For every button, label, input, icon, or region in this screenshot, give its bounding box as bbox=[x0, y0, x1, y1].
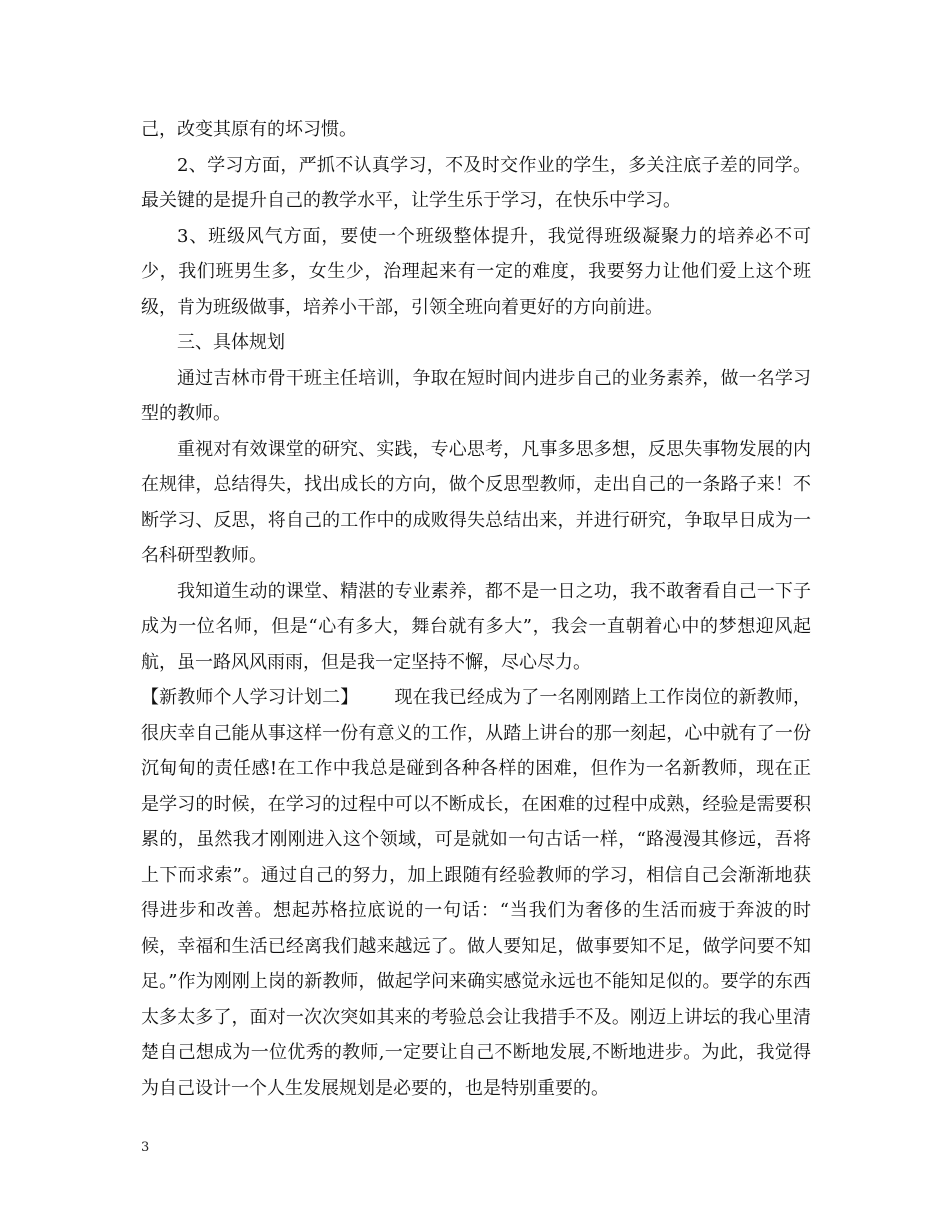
section-body-plan-two: 现在我已经成为了一名刚刚踏上工作岗位的新教师，很庆幸自己能从事这样一份有意义的工作，从踏上讲台的那一刻起，心中就有了一份沉甸甸的责任感!在工作中我总是碰到各种各样的困难，但作为一名新教师，现在正是学习的时候，在学习的过程中可以不断成长，在困难的过程中成熟，经验是需要积累的，虽然我才刚刚进入这个领域，可是就如一句古话一样，“路漫漫其修远，吾将上下而求索”。通过自己的努力，加上跟随有经验教师的学习，相信自己会渐渐地获得进步和改善。想起苏格拉底说的一句话：“当我们为奢侈的生活而疲于奔波的时候，幸福和生活已经离我们越来越远了。做人要知足，做事要知不足，做学问要不知足。”作为刚刚上岗的新教师，做起学问来确实感觉永远也不能知足似的。要学的东西太多太多了，面对一次次突如其来的考验总会让我措手不及。刚迈上讲坛的我心里清楚自己想成为一位优秀的教师,一定要让自己不断地发展,不断地进步。为此，我觉得为自己设计一个人生发展规划是必要的，也是特别重要的。 bbox=[141, 687, 812, 1099]
paragraph-habit-change: 己，改变其原有的坏习惯。 bbox=[141, 119, 357, 140]
document-body bbox=[141, 112, 811, 1106]
paragraph-class-atmosphere: 3、班级风气方面，要使一个班级整体提升，我觉得班级凝聚力的培养必不可少，我们班男生多，女生少，治理起来有一定的难度，我要努力让他们爱上这个班级，肯为班级做事，培养小干部，引领全班向着更好的方向前进。 bbox=[141, 225, 811, 318]
section-heading-plan-two: 【新教师个人学习计划二】 bbox=[141, 687, 359, 708]
section-title-specific-plan: 三、具体规划 bbox=[177, 332, 285, 353]
paragraph-persistence: 我知道生动的课堂、精湛的专业素养，都不是一日之功，我不敢奢看自己一下子成为一位名师，但是“心有多大，舞台就有多大”，我会一直朝着心中的梦想迎风起航，虽一路风风雨雨，但是我一定坚持不懈，尽心尽力。 bbox=[141, 580, 811, 673]
paragraph-reflection: 重视对有效课堂的研究、实践，专心思考，凡事多思多想，反思失事物发展的内在规律，总结得失，找出成长的方向，做个反思型教师，走出自己的一条路子来！不断学习、反思，将自己的工作中的成败得失总结出来，并进行研究，争取早日成为一名科研型教师。 bbox=[141, 438, 811, 566]
paragraph-study-aspect: 2、学习方面，严抓不认真学习，不及时交作业的学生，多关注底子差的同学。最关键的是提升自己的教学水平，让学生乐于学习，在快乐中学习。 bbox=[141, 154, 811, 211]
paragraph-plan-two bbox=[141, 680, 811, 1106]
paragraph-training: 通过吉林市骨干班主任培训，争取在短时间内进步自己的业务素养，做一名学习型的教师。 bbox=[141, 367, 811, 424]
page-number: 3 bbox=[141, 1140, 150, 1155]
